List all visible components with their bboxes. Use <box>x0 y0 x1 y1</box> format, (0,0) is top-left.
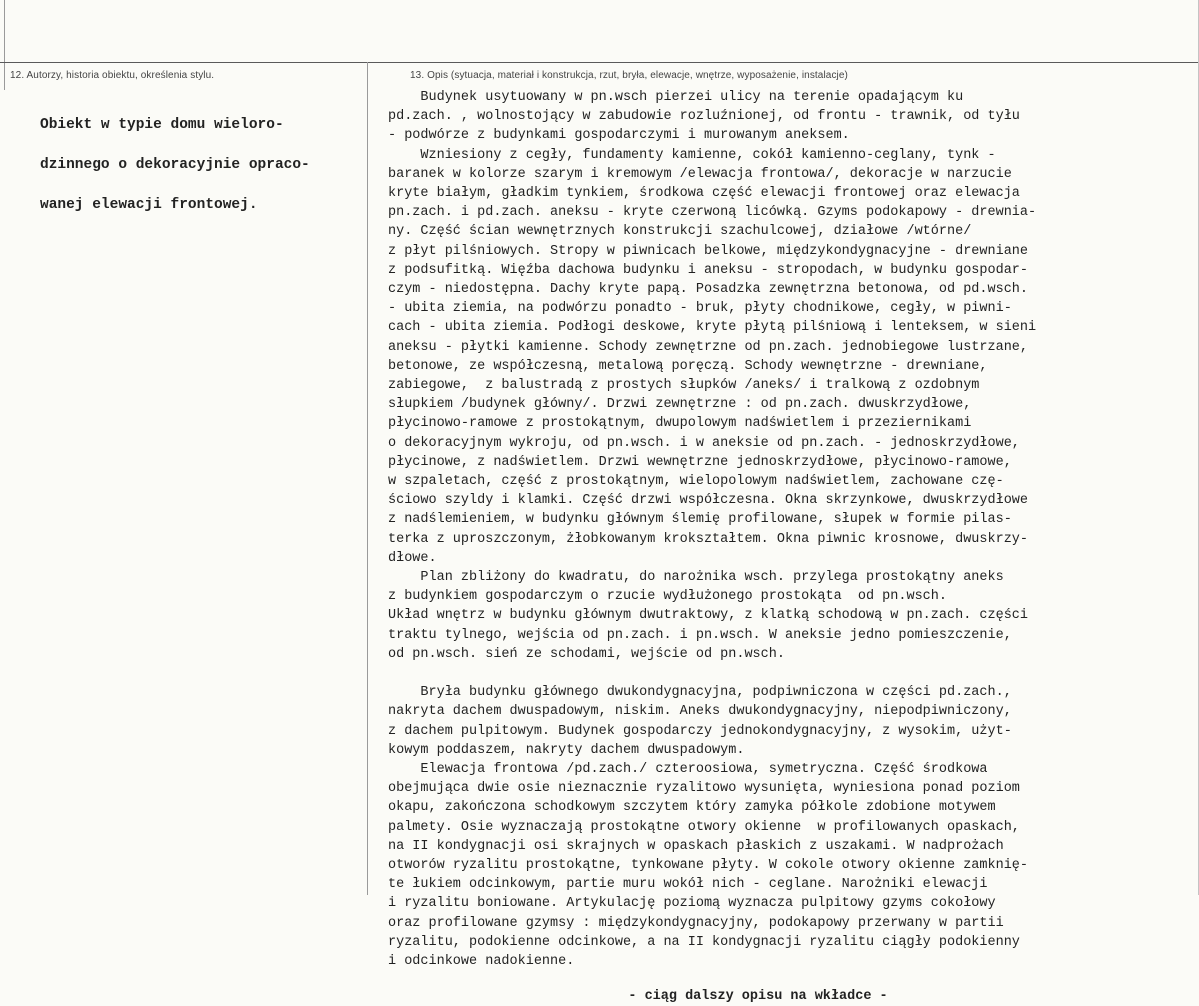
text-line: Wzniesiony z cegły, fundamenty kamienne, cokół kamienno-ceglany, tynk - <box>388 147 996 163</box>
text-line: z płyt pilśniowych. Stropy w piwnicach belkowe, międzykondygnacyjne - drewniane <box>388 243 1029 259</box>
text-line: z dachem pulpitowym. Budynek gospodarczy jednokondygnacyjny, z wysokim, użyt- <box>388 723 1012 739</box>
text-line: w szpaletach, część z prostokątnym, wielopolowym nadświetlem, zachowane czę- <box>388 474 1004 490</box>
text-line: - ubita ziemia, na podwórzu ponadto - bruk, płyty chodnikowe, cegły, w piwni- <box>388 301 1012 317</box>
text-line: z podsufitką. Więźba dachowa budynku i aneksu - stropodach, w budynku gospodar- <box>388 262 1029 278</box>
text-line: od pn.wsch. sień ze schodami, wejście od pn.wsch. <box>388 646 785 662</box>
frame-left-border <box>4 0 5 90</box>
section-12-content <box>40 95 360 235</box>
header-rule <box>0 62 1199 63</box>
text-line: Budynek usytuowany w pn.wsch pierzei ulicy na terenie opadającym ku <box>388 90 964 105</box>
text-line: słupkiem /budynek główny/. Drzwi zewnętrzne : od pn.zach. dwuskrzydłowe, <box>388 397 972 413</box>
text-line: Elewacja frontowa /pd.zach./ czteroosiowa, symetryczna. Część środkowa <box>388 761 988 777</box>
text-line: oraz profilowane gzymsy : międzykondygnacyjny, podokapowy przerwany w partii <box>388 915 1004 931</box>
column-divider <box>367 62 368 895</box>
section-12-header: 12. Autorzy, historia obiektu, określenia stylu. <box>10 70 215 81</box>
section-13-content <box>388 88 1198 1006</box>
paragraph-gap <box>388 664 1198 683</box>
text-line: - podwórze z budynkami gospodarczymi i murowanym aneksem. <box>388 128 850 144</box>
text-line: płycinowo-ramowe z prostokątnym, dwupolowym nadświetlem i przeziernikami <box>388 416 972 432</box>
text-line: płycinowe, z nadświetlem. Drzwi wewnętrzne jednoskrzydłowe, płycinowo-ramowe, <box>388 454 1012 470</box>
text-line: te łukiem odcinkowym, partie muru wokół nich - ceglane. Narożniki elewacji <box>388 877 988 893</box>
text-line: obejmująca dwie osie nieznacznie ryzalitowo wysunięta, wyniesiona ponad poziom <box>388 781 1020 797</box>
description-block-1 <box>388 88 1198 664</box>
text-line: Bryła budynku głównego dwukondygnacyjna, podpiwniczona w części pd.zach., <box>388 685 1012 701</box>
text-line: traktu tylnego, wejścia od pn.zach. i pn.wsch. W aneksie jedno pomieszczenie, <box>388 627 1012 643</box>
text-line: pd.zach. , wolnostojący w zabudowie rozluźnionej, od frontu - trawnik, od tyłu <box>388 109 1020 125</box>
text-line: z nadślemieniem, w budynku głównym ślemię profilowane, słupek w formie pilas- <box>388 512 1012 528</box>
text-line: dłowe. <box>388 550 437 566</box>
text-line: ny. Część ścian wewnętrznych konstrukcji szachulcowej, działowe /wtórne/ <box>388 224 972 240</box>
text-line: kowym poddaszem, nakryty dachem dwuspadowym. <box>388 742 745 758</box>
text-line: nakryta dachem dwuspadowym, niskim. Aneks dwukondygnacyjny, niepodpiwniczony, <box>388 704 1012 720</box>
text-line: betonowe, ze współczesną, metalową poręczą. Schody wewnętrzne - drewniane, <box>388 358 988 374</box>
description-block-2 <box>388 683 1198 971</box>
text-line: na II kondygnacji osi skrajnych w opaskach płaskich z uszakami. W nadprożach <box>388 838 1004 854</box>
text-line: kryte białym, gładkim tynkiem, środkowa część elewacji frontowej oraz elewacja <box>388 186 1020 202</box>
text-line: Układ wnętrz w budynku głównym dwutraktowy, z klatką schodową w pn.zach. części <box>388 608 1029 624</box>
text-line: okapu, zakończona schodkowym szczytem który zamyka półkole zdobione motywem <box>388 800 996 816</box>
text-line: pn.zach. i pd.zach. aneksu - kryte czerwoną licówką. Gzyms podokapowy - drewnia- <box>388 205 1037 221</box>
section-12-line: wanej elewacji frontowej. <box>40 197 258 213</box>
text-line: cach - ubita ziemia. Podłogi deskowe, kryte płytą pilśniową i lenteksem, w sieni <box>388 320 1037 336</box>
text-line: zabiegowe, z balustradą z prostych słupków /aneks/ i tralkową z ozdobnym <box>388 378 980 394</box>
section-13-header: 13. Opis (sytuacja, materiał i konstrukcja, rzut, bryła, elewacje, wnętrze, wyposażenie, instalacje) <box>410 70 848 81</box>
text-line: o dekoracyjnym wykroju, od pn.wsch. i w aneksie od pn.zach. - jednoskrzydłowe, <box>388 435 1020 451</box>
section-12-line: Obiekt w typie domu wieloro- <box>40 117 284 133</box>
text-line: ryzalitu, podokienne odcinkowe, a na II kondygnacji ryzalitu ciągły podokienny <box>388 934 1020 950</box>
text-line: terka z uproszczonym, żłobkowanym krokształtem. Okna piwnic krosnowe, dwuskrzy- <box>388 531 1029 547</box>
text-line: i ryzalitu boniowane. Artykulację poziomą wyznacza pulpitowy gzyms cokołowy <box>388 896 996 912</box>
text-line: z budynkiem gospodarczym o rzucie wydłużonego prostokąta od pn.wsch. <box>388 589 947 605</box>
text-line: ściowo szyldy i klamki. Część drzwi współczesna. Okna skrzynkowe, dwuskrzydłowe <box>388 493 1029 509</box>
text-line: Plan zbliżony do kwadratu, do narożnika wsch. przylega prostokątny aneks <box>388 570 1004 586</box>
text-line: aneksu - płytki kamienne. Schody zewnętrzne od pn.zach. jednobiegowe lustrzane, <box>388 339 1029 355</box>
continuation-note: - ciąg dalszy opisu na wkładce - <box>628 989 888 1005</box>
text-line: baranek w kolorze szarym i kremowym /elewacja frontowa/, dekoracje w narzucie <box>388 166 1012 182</box>
text-line: palmety. Osie wyznaczają prostokątne otwory okienne w profilowanych opaskach, <box>388 819 1020 835</box>
text-line: czym - niedostępna. Dachy kryte papą. Posadzka zewnętrzna betonowa, od pd.wsch. <box>388 282 1029 298</box>
text-line: otworów ryzalitu prostokątne, tynkowane płyty. W cokole otwory okienne zamknię- <box>388 857 1029 873</box>
text-line: i odcinkowe nadokienne. <box>388 953 575 969</box>
section-12-line: dzinnego o dekoracyjnie oprac​o- <box>40 157 310 173</box>
